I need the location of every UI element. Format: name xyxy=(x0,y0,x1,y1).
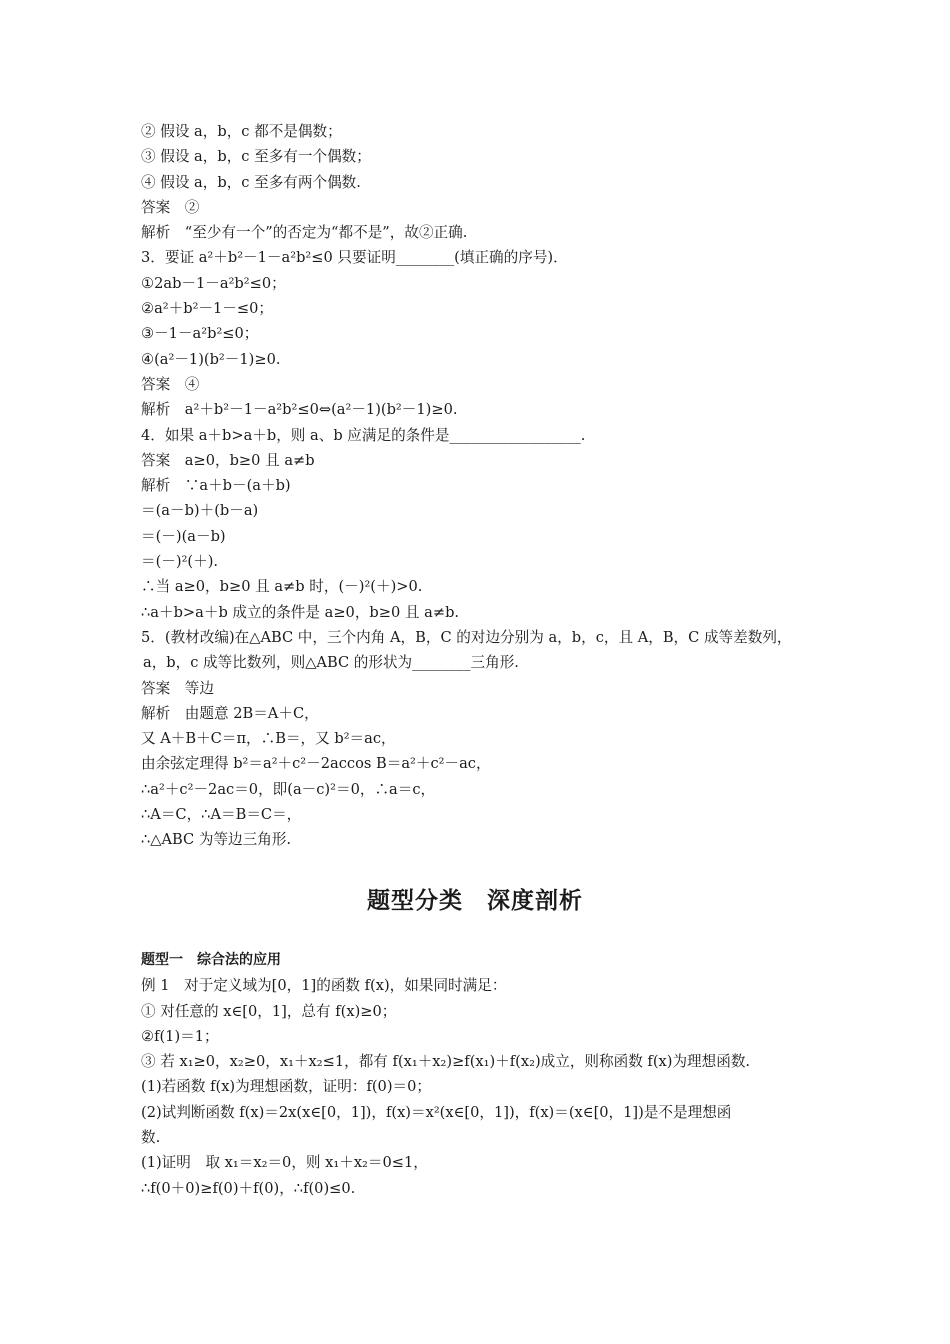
text-line: ∴当 a≥0，b≥0 且 a≠b 时，(－)²(＋)>0. xyxy=(141,578,423,596)
text-line: ④(a²－1)(b²－1)≥0. xyxy=(141,350,281,368)
text-line: ∴f(0＋0)≥f(0)＋f(0)，∴f(0)≤0. xyxy=(141,1179,356,1197)
text-line: a，b，c 成等比数列，则△ABC 的形状为________三角形. xyxy=(143,654,519,672)
example-section xyxy=(141,948,831,1201)
text-line: 解析 “至少有一个”的否定为“都不是”，故②正确. xyxy=(141,224,468,242)
text-line: ＝(－)²(＋). xyxy=(141,553,219,571)
answer-section xyxy=(141,119,831,853)
text-line: (1)证明 取 x₁＝x₂＝0，则 x₁＋x₂＝0≤1， xyxy=(141,1154,428,1172)
text-line: 数. xyxy=(141,1129,161,1147)
text-line: 答案 ④ xyxy=(141,375,200,393)
text-line: 又 A＋B＋C＝π，∴B＝，又 b²＝ac， xyxy=(141,730,396,748)
text-line: ① 对任意的 x∈[0，1]，总有 f(x)≥0； xyxy=(141,1002,397,1020)
text-line: 答案 ② xyxy=(141,198,200,216)
text-line: ∴A＝C，∴A＝B＝C＝， xyxy=(141,806,302,824)
text-line: ∴△ABC 为等边三角形. xyxy=(141,831,292,849)
text-line: ＝(a－b)＋(b－a) xyxy=(141,502,259,520)
text-line: 答案 等边 xyxy=(141,679,214,697)
text-line: 由余弦定理得 b²＝a²＋c²－2accos B＝a²＋c²－ac， xyxy=(141,755,491,773)
text-line: ∴a＋b>a＋b 成立的条件是 a≥0，b≥0 且 a≠b. xyxy=(141,603,460,621)
text-line: ∴a²＋c²－2ac＝0，即(a－c)²＝0，∴a＝c， xyxy=(141,780,436,798)
section-heading: 题型分类 深度剖析 xyxy=(367,888,583,914)
text-line: 解析 a²＋b²－1－a²b²≤0⇔(a²－1)(b²－1)≥0. xyxy=(141,401,458,419)
text-line: ③－1－a²b²≤0； xyxy=(141,325,259,343)
text-line: ④ 假设 a，b，c 至多有两个偶数. xyxy=(141,173,361,191)
text-line: ②a²＋b²－1－≤0； xyxy=(141,300,273,318)
text-line: 4．如果 a＋b>a＋b，则 a、b 应满足的条件是__________________. xyxy=(141,426,586,444)
text-line: ③ 若 x₁≥0，x₂≥0，x₁＋x₂≤1，都有 f(x₁＋x₂)≥f(x₁)＋f(x₂)成立，则称函数 f(x)为理想函数. xyxy=(141,1053,751,1071)
text-line: 5．(教材改编)在△ABC 中，三个内角 A，B，C 的对边分别为 a，b，c，且 A，B，C 成等差数列， xyxy=(141,628,792,646)
subheading: 题型一 综合法的应用 xyxy=(141,952,281,968)
text-line: ③ 假设 a，b，c 至多有一个偶数； xyxy=(141,148,371,166)
text-line: ② 假设 a，b，c 都不是偶数； xyxy=(141,123,342,140)
text-line: 3．要证 a²＋b²－1－a²b²≤0 只要证明________(填正确的序号)． xyxy=(141,249,568,267)
text-line: 解析 由题意 2B＝A＋C， xyxy=(141,704,319,722)
text-line: ②f(1)＝1； xyxy=(141,1027,219,1045)
text-line: 答案 a≥0，b≥0 且 a≠b xyxy=(141,451,315,469)
text-line: 解析 ∵a＋b－(a＋b) xyxy=(141,477,291,495)
text-line: 例 1 对于定义域为[0，1]的函数 f(x)，如果同时满足： xyxy=(141,977,507,995)
text-line: ＝(－)(a－b) xyxy=(141,527,226,545)
text-line: ①2ab－1－a²b²≤0； xyxy=(141,274,286,292)
text-line: (2)试判断函数 f(x)＝2x(x∈[0，1])，f(x)＝x²(x∈[0，1])，f(x)＝(x∈[0，1])是不是理想函 xyxy=(141,1103,732,1121)
text-line: (1)若函数 f(x)为理想函数，证明：f(0)＝0； xyxy=(141,1078,432,1096)
